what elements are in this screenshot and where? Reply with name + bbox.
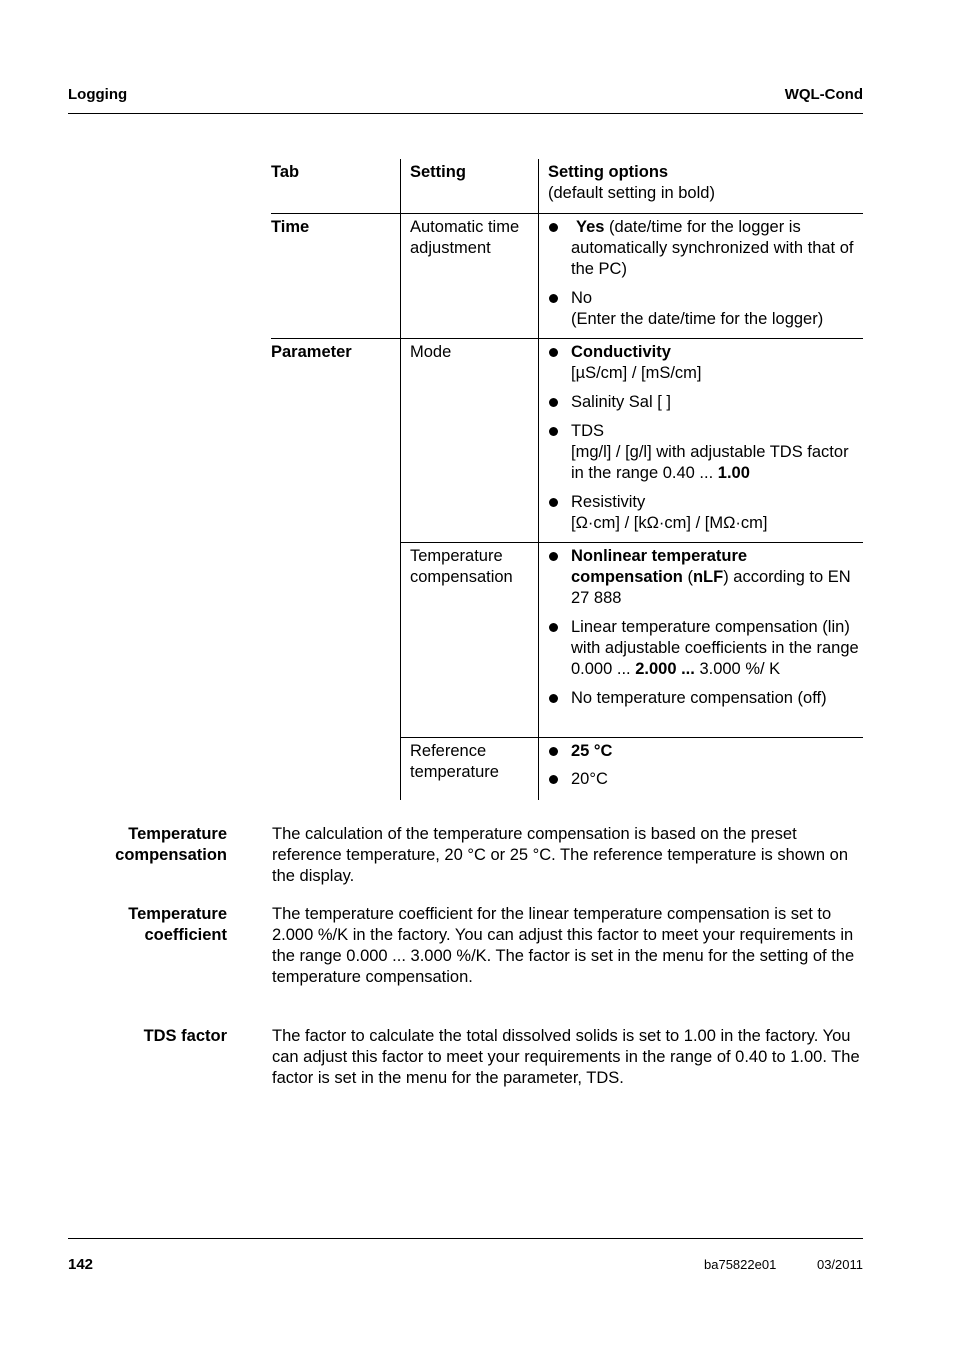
table-row-reference-temperature <box>271 738 863 800</box>
option-no-compensation: No temperature compensation (off) <box>548 688 863 709</box>
footer-rule <box>68 1238 863 1239</box>
section-text: The calculation of the temperature compensation is based on the preset reference temperature, 20 °C or 25 °C. The reference temperature is shown on the display. <box>272 825 849 885</box>
tab-label-parameter: Parameter <box>271 343 352 361</box>
option-resistivity: Resistivity [Ω·cm] / [kΩ·cm] / [MΩ·cm] <box>548 492 863 534</box>
settings-table <box>271 159 863 800</box>
section-label: Temperature coefficient <box>128 905 227 944</box>
col-header-tab: Tab <box>271 163 300 181</box>
option-yes: Yes (date/time for the logger is automatically synchronized with that of the PC) <box>548 217 863 280</box>
option-20c: 20°C <box>548 769 863 790</box>
option-nonlinear: Nonlinear temperature compensation (nLF) according to EN 27 888 <box>548 546 863 609</box>
table-row-mode <box>271 339 863 542</box>
document-id: ba75822e01 <box>704 1257 777 1272</box>
setting-mode: Mode <box>400 339 538 542</box>
setting-automatic-time: Automatic time adjustment <box>400 214 538 338</box>
section-text: The temperature coefficient for the linear temperature compensation is set to 2.000 %/K in the factory. You can adjust this factor to meet your requirements in the range 0.000 ... 3.000 %/K. The factor is set in the menu for the setting of the temperature compensation. <box>272 905 855 986</box>
page-number: 142 <box>68 1256 94 1273</box>
header-rule <box>68 113 863 114</box>
table-row-temperature-compensation <box>271 543 863 737</box>
setting-temperature-compensation: Temperature compensation <box>400 543 538 737</box>
header-product-name: WQL-Cond <box>784 86 863 103</box>
option-conductivity: Conductivity [µS/cm] / [mS/cm] <box>548 342 863 384</box>
table-row-time <box>271 214 863 338</box>
document-date: 03/2011 <box>816 1257 863 1272</box>
section-label: Temperature compensation <box>115 825 227 864</box>
col-header-options-note: (default setting in bold) <box>548 184 715 202</box>
col-header-options <box>538 159 863 213</box>
setting-reference-temperature: Reference temperature <box>400 738 538 800</box>
section-label: TDS factor <box>143 1027 227 1045</box>
col-header-setting: Setting <box>400 159 538 213</box>
table-header-row <box>271 159 863 213</box>
header-section-title: Logging <box>68 86 128 103</box>
options-temperature-compensation <box>538 543 863 737</box>
option-no: No (Enter the date/time for the logger) <box>548 288 863 330</box>
options-mode <box>538 339 863 542</box>
option-tds: TDS [mg/l] / [g/l] with adjustable TDS factor in the range 0.40 ... 1.00 <box>548 421 863 484</box>
option-salinity: Salinity Sal [ ] <box>548 392 863 413</box>
col-header-options-label: Setting options <box>548 163 669 181</box>
option-linear: Linear temperature compensation (lin) with adjustable coefficients in the range 0.000 ... 2.000 ... 3.000 %/ K <box>548 617 863 680</box>
option-25c: 25 °C <box>548 741 863 762</box>
tab-label-time: Time <box>271 218 310 236</box>
options-time <box>538 214 863 338</box>
section-text: The factor to calculate the total dissolved solids is set to 1.00 in the factory. You can adjust this factor to meet your requirements in the range of 0.40 to 1.00. The factor is set in the menu for the parameter, TDS. <box>272 1027 860 1087</box>
options-reference-temperature <box>538 738 863 800</box>
